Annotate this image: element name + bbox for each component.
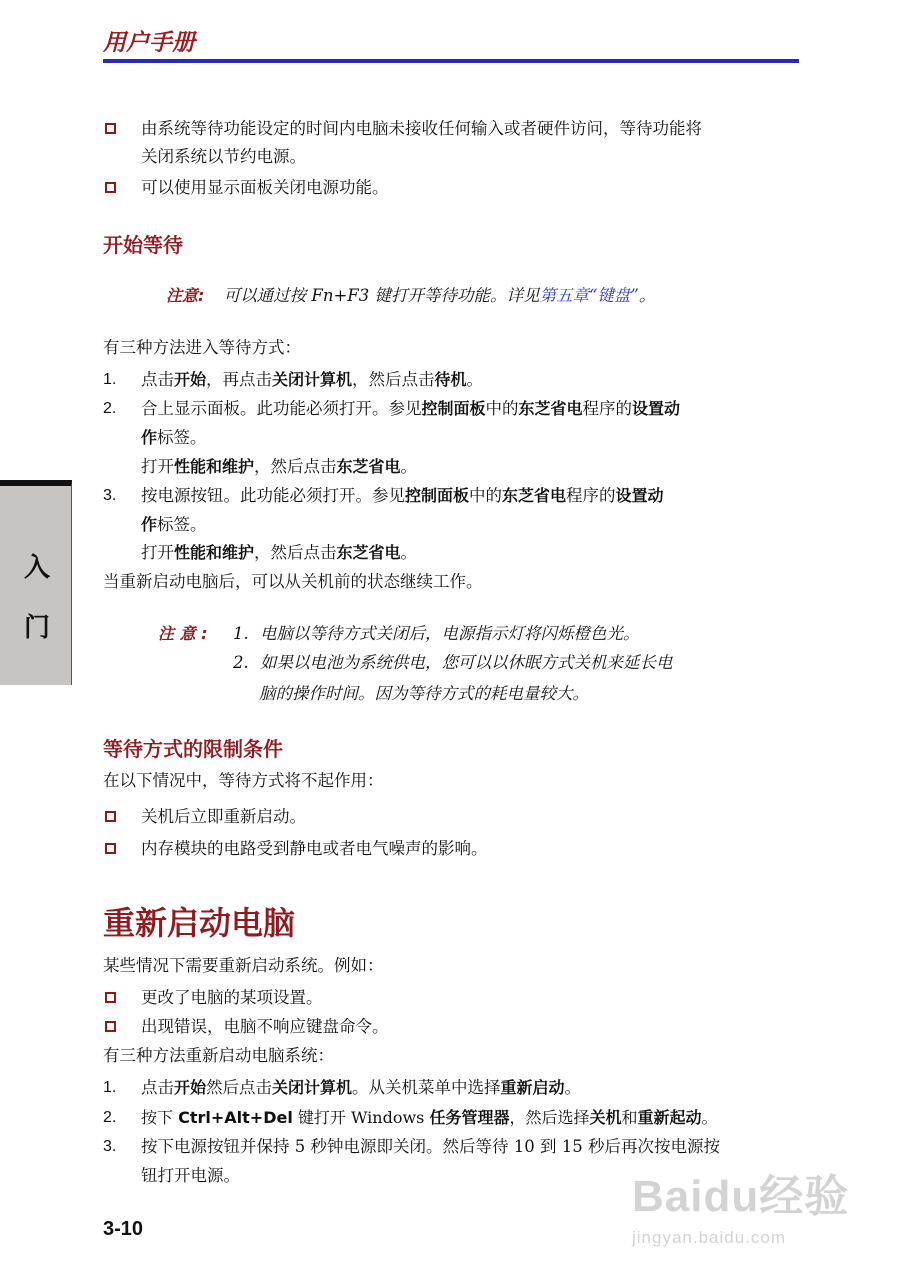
section-heading: 开始等待 xyxy=(103,233,183,257)
numbered-item-continued: 打开性能和维护，然后点击东芝省电。 xyxy=(141,457,418,476)
numbered-item-continued: 作标签。 xyxy=(141,428,207,447)
paragraph: 在以下情况中，等待方式将不起作用： xyxy=(103,771,384,790)
checkbox-bullet-icon xyxy=(105,1021,116,1032)
chapter-heading: 重新启动电脑 xyxy=(103,904,296,942)
side-tab-label: 入 门 xyxy=(23,553,50,643)
checkbox-bullet-icon xyxy=(105,811,116,822)
note-item: 2. 如果以电池为系统供电，您可以以休眠方式关机来延长电 xyxy=(233,653,673,672)
watermark-url: jingyan.baidu.com xyxy=(632,1228,787,1247)
note: 注意: 可以通过按 Fn+F3 键打开等待功能。详见第五章“键盘”。 xyxy=(166,286,656,305)
note-item-continued: 脑的操作时间。因为等待方式的耗电量较大。 xyxy=(259,684,589,703)
checkbox-bullet-icon xyxy=(105,843,116,854)
checkbox-bullet-icon xyxy=(105,992,116,1003)
checkbox-bullet-icon xyxy=(105,182,116,193)
paragraph: 当重新启动电脑后，可以从关机前的状态继续工作。 xyxy=(103,572,483,591)
watermark-brand: Baidu经验 xyxy=(632,1172,850,1221)
watermark xyxy=(632,1160,849,1248)
paragraph: 有三种方法进入等待方式： xyxy=(103,338,301,357)
numbered-item-continued: 钮打开电源。 xyxy=(141,1166,240,1185)
checkbox-bullet-icon xyxy=(105,123,116,134)
paragraph: 有三种方法重新启动电脑系统： xyxy=(103,1046,334,1065)
note-item: 1. 电脑以等待方式关闭后，电源指示灯将闪烁橙色光。 xyxy=(233,624,640,643)
numbered-item-continued: 打开性能和维护，然后点击东芝省电。 xyxy=(141,543,418,562)
note-label: 注 意 : xyxy=(158,624,208,643)
page-header-title: 用户手册 xyxy=(103,30,195,56)
paragraph: 某些情况下需要重新启动系统。例如： xyxy=(103,956,384,975)
chapter-link[interactable]: 第五章“键盘” xyxy=(539,286,639,305)
header-rule xyxy=(103,59,799,63)
numbered-item-continued: 作标签。 xyxy=(141,515,207,534)
list-item-continued: 关闭系统以节约电源。 xyxy=(141,147,306,166)
page-number: 3-10 xyxy=(103,1218,144,1240)
chapter-side-tab xyxy=(0,480,72,685)
section-heading: 等待方式的限制条件 xyxy=(103,737,283,761)
